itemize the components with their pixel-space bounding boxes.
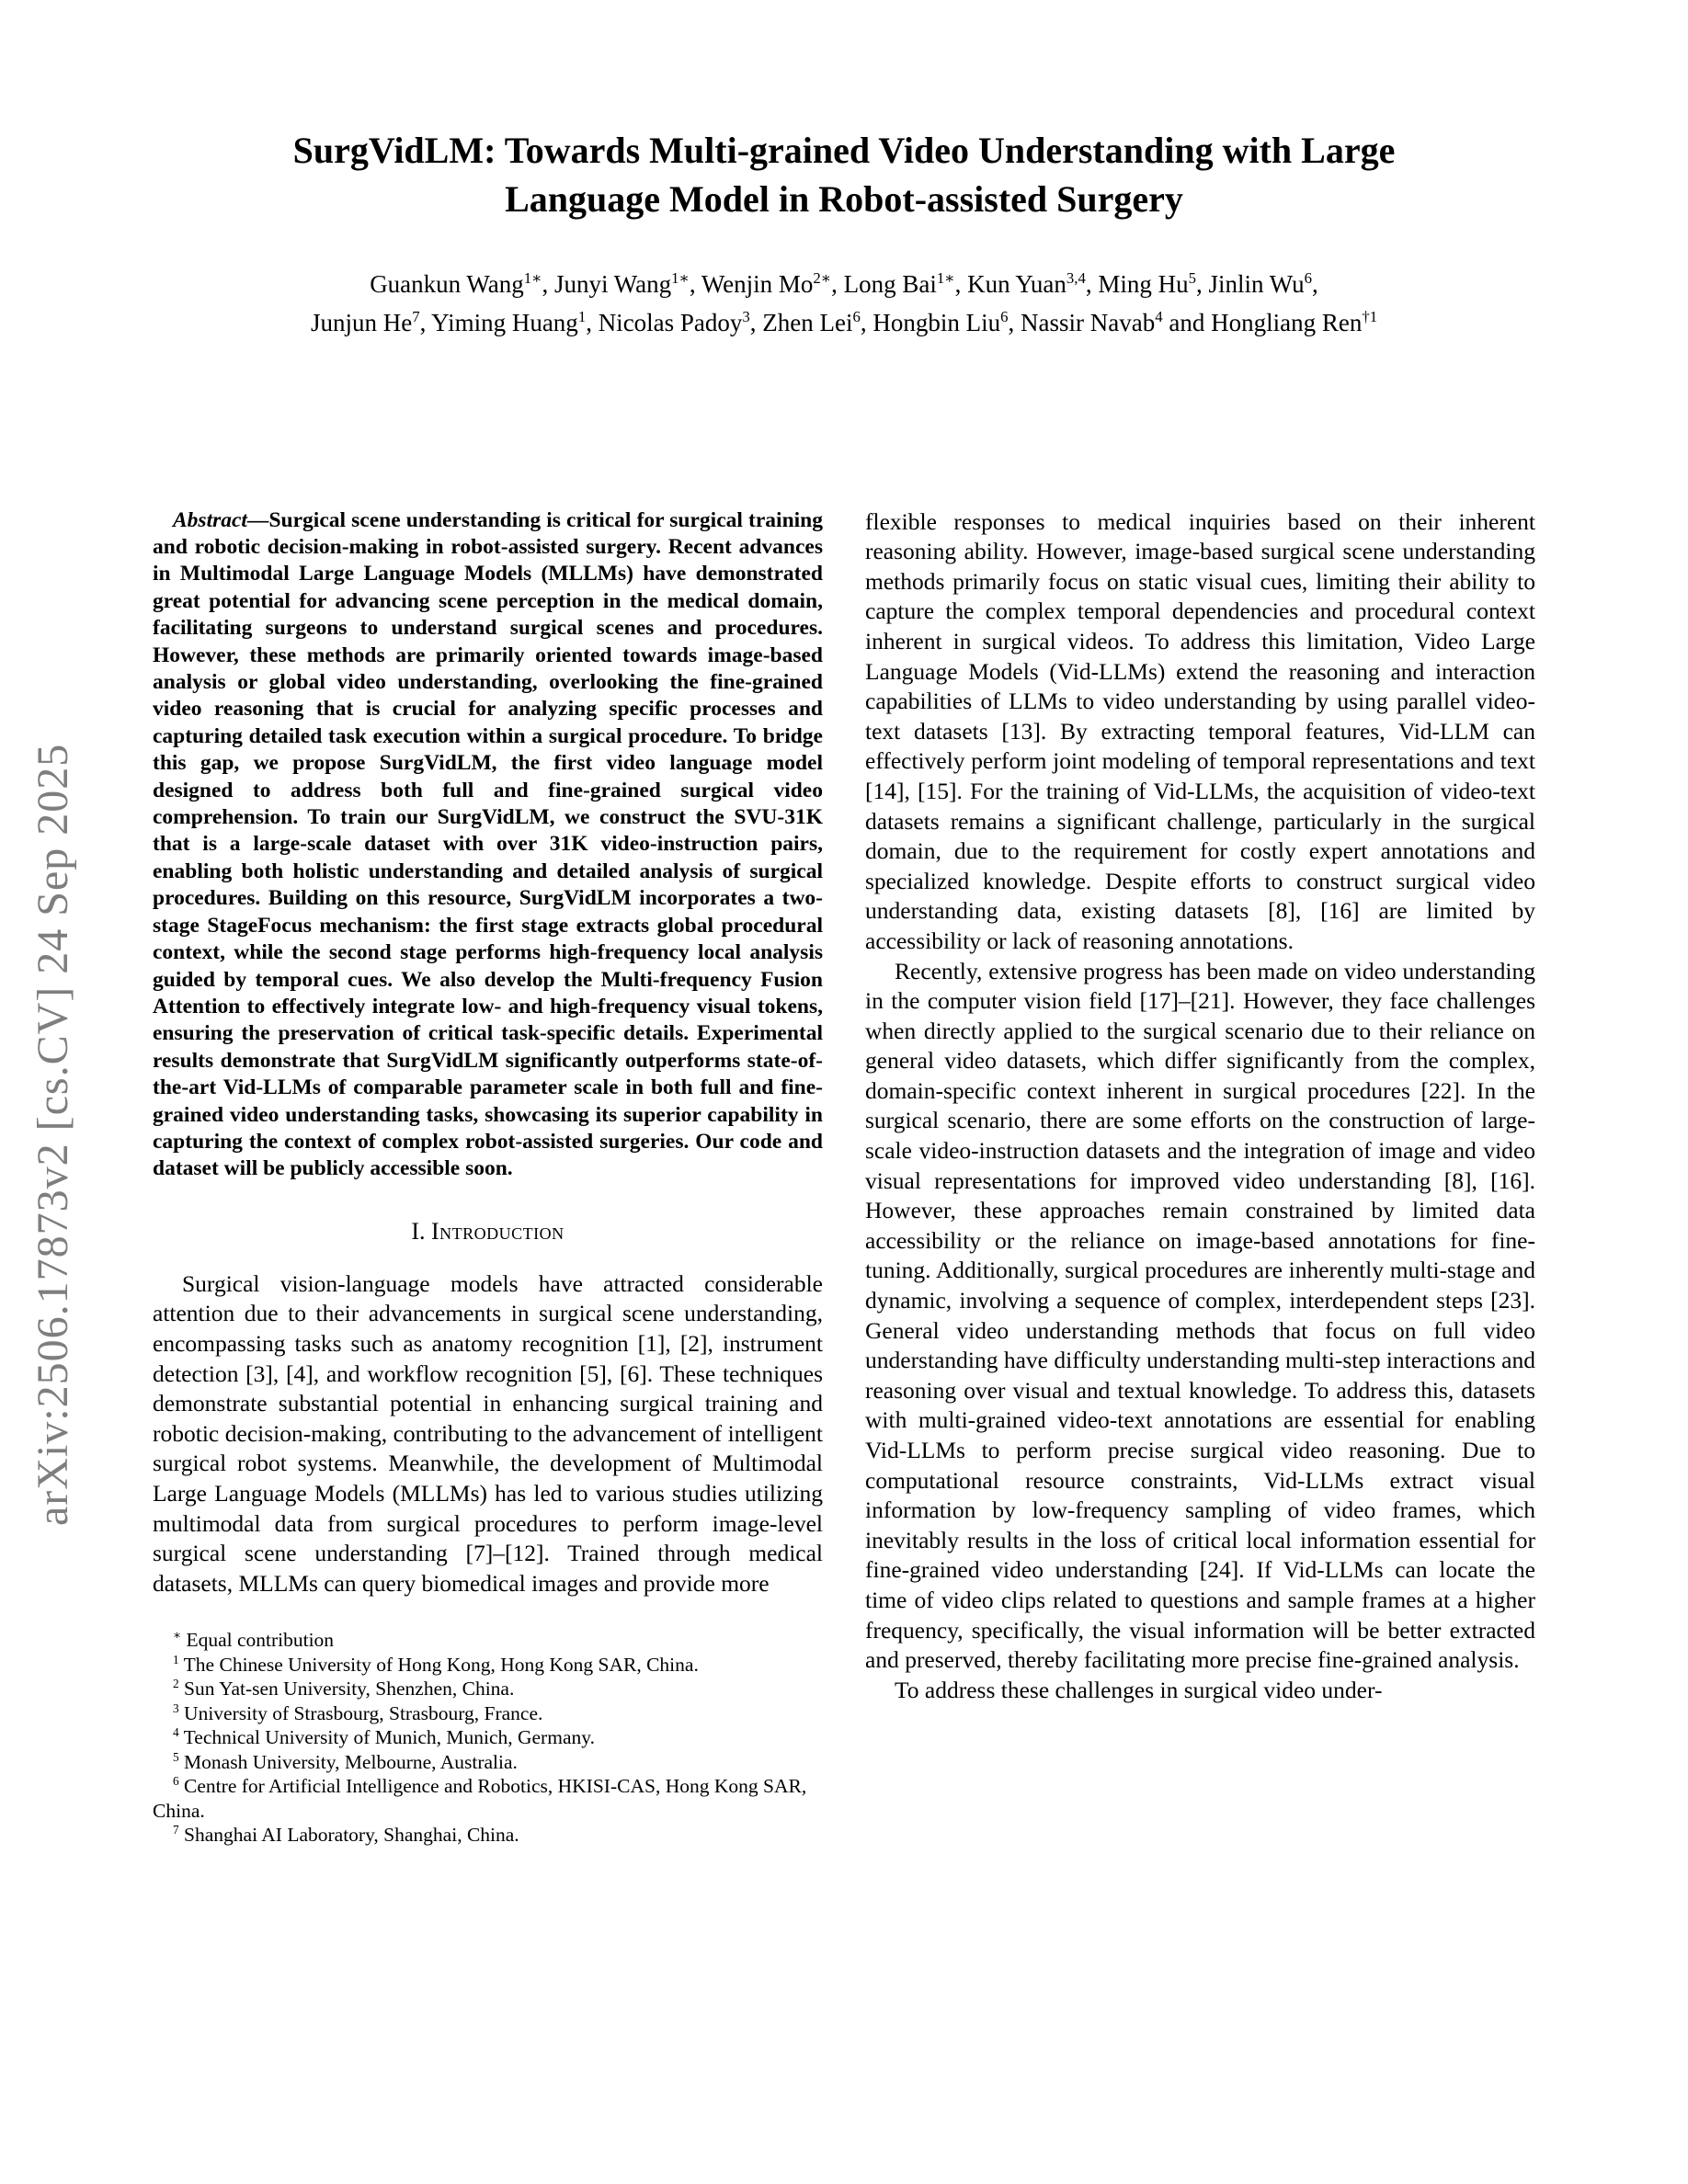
author-list [153, 265, 1535, 342]
author: Guankun Wang$^{1∗}$, [370, 268, 554, 298]
footnote: $^7$ Shanghai AI Laboratory, Shanghai, China. [173, 1823, 519, 1847]
section-heading-introduction [153, 1218, 823, 1246]
author: Junjun He$^7$, [310, 307, 432, 336]
author-line-1 [153, 265, 1535, 303]
abstract [153, 507, 823, 1183]
author-line-2 [153, 303, 1535, 342]
right-paragraph-1: flexible responses to medical inquiries based on their inherent reasoning ability. However, image-based surgical scene understanding methods primarily focus on static visual cues, limiting their ability to capture the complex temporal dependencies and procedural context inherent in surgical videos. To address this limitation, Video Large Language Models (Vid-LLMs) extend the reasoning and interaction capabilities of LLMs to video understanding by using parallel video-text datasets [13]. By extracting temporal features, Vid-LLM can effectively perform joint modeling of temporal representations and text [14], [15]. For the training of Vid-LLMs, the acquisition of video-text datasets remains a significant challenge, particularly in the surgical domain, due to the requirement for costly expert annotations and specialized knowledge. Despite efforts to construct surgical video understanding data, existing datasets [8], [16] are limited by accessibility or lack of reasoning annotations. [865, 507, 1535, 954]
right-paragraph-3: To address these challenges in surgical video under- [895, 1676, 1383, 1703]
author: Nicolas Padoy$^3$, [598, 307, 763, 336]
abstract-text: Surgical scene understanding is critical for surgical training and robotic decision-making in robot-assisted surgery. Recent advances in Multimodal Large Language Models (MLLMs) have demonstrated great potential for advancing scene perception in the medical domain, facilitating surgeons to understand surgical scenes and procedures. However, these methods are primarily oriented towards image-based analysis or global video understanding, overlooking the fine-grained video reasoning that is crucial for analyzing specific processes and capturing detailed task execution within a surgical procedure. To bridge this gap, we propose SurgVidLM, the first video language model designed to address both full and fine-grained surgical video comprehension. To train our SurgVidLM, we construct the SVU-31K that is a large-scale dataset with over 31K video-instruction pairs, enabling both holistic understanding and detailed analysis of surgical procedures. Building on this resource, SurgVidLM incorporates a two-stage StageFocus mechanism: the first stage extracts global procedural context, while the second stage performs high-frequency local analysis guided by temporal cues. We also develop the Multi-frequency Fusion Attention to effectively integrate low- and high-frequency visual tokens, ensuring the preservation of critical task-specific details. Experimental results demonstrate that SurgVidLM significantly outperforms state-of-the-art Vid-LLMs of comparable parameter scale in both full and fine-grained video understanding tasks, showcasing its superior capability in capturing the context of complex robot-assisted surgeries. Our code and dataset will be publicly accessible soon. [153, 507, 823, 1181]
footnote: $^6$ Centre for Artificial Intelligence and Robotics, HKISI-CAS, Hong Kong SAR, China. [153, 1774, 807, 1822]
footnote: $^3$ University of Strasbourg, Strasbourg, France. [173, 1701, 543, 1724]
author: Jinlin Wu$^6$, [1208, 268, 1318, 298]
left-column [153, 507, 823, 1848]
footnote: $^1$ The Chinese University of Hong Kong, Hong Kong SAR, China. [173, 1652, 699, 1676]
author: Hongbin Liu$^6$, [873, 307, 1021, 336]
intro-paragraph-1: Surgical vision-language models have attracted considerable attention due to their advancements in surgical scene understanding, encompassing tasks such as anatomy recognition [1], [2], instrument detection [3], [4], and workflow recognition [5], [6]. These techniques demonstrate substantial potential in enhancing surgical training and robotic decision-making, contributing to the advancement of intelligent surgical robot systems. Meanwhile, the development of Multimodal Large Language Models (MLLMs) has led to various studies utilizing multimodal data from surgical procedures to perform image-level surgical scene understanding [7]–[12]. Trained through medical datasets, MLLMs can query biomedical images and provide more [153, 1269, 823, 1597]
right-column [865, 507, 1535, 1848]
abstract-label: Abstract— [173, 507, 269, 532]
footnotes [153, 1628, 823, 1848]
author: Long Bai$^{1∗}$, [843, 268, 968, 298]
author: Yiming Huang$^1$, [431, 307, 599, 336]
author: Hongliang Ren$^{\dagger 1}$ [1211, 307, 1378, 336]
author: Zhen Lei$^6$, [762, 307, 873, 336]
footnote: $^4$ Technical University of Munich, Munich, Germany. [173, 1725, 595, 1749]
author: Nassir Navab$^4$ and [1021, 307, 1212, 336]
author: Kun Yuan$^{3,4}$, [967, 268, 1099, 298]
section-title: Introduction [431, 1217, 565, 1245]
footnote: ∗ Equal contribution [173, 1628, 335, 1652]
footnote: $^2$ Sun Yat-sen University, Shenzhen, China. [173, 1677, 515, 1701]
author: Wenjin $Mo^{2∗}$, [701, 268, 844, 298]
footnote: $^5$ Monash University, Melbourne, Australia. [173, 1749, 518, 1773]
author: Ming Hu$^5$, [1098, 268, 1209, 298]
right-paragraph-2: Recently, extensive progress has been made on video understanding in the computer vision field [17]–[21]. However, they face challenges when directly applied to the surgical scenario due to their reliance on general video datasets, which differ significantly from the complex, domain-specific context inherent in surgical procedures [22]. In the surgical scenario, there are some efforts on the construction of large-scale video-instruction datasets and the integration of image and video visual representations for improved video understanding [8], [16]. However, these approaches remain constrained by limited data accessibility or the reliance on image-based annotations for fine-tuning. Additionally, surgical procedures are inherently multi-stage and dynamic, involving a sequence of complex, interdependent steps [23]. General video understanding methods that focus on full video understanding have difficulty understanding multi-step interactions and reasoning over visual and textual knowledge. To address this, datasets with multi-grained video-text annotations are essential for enabling Vid-LLMs to perform precise surgical video reasoning. Due to computational resource constraints, Vid-LLMs extract visual information by low-frequency sampling of video frames, which inevitably results in the loss of critical local information essential for fine-grained video understanding [24]. If Vid-LLMs can locate the time of video clips related to questions and sample frames at a higher frequency, specifically, the visual information will be better extracted and preserved, thereby facilitating more precise fine-grained analysis. [865, 957, 1535, 1674]
two-column-body [153, 507, 1535, 1848]
section-number: I. [411, 1217, 426, 1245]
author: Junyi Wang$^{1∗}$, [554, 268, 701, 298]
paper-title: SurgVidLM: Towards Multi-grained Video Understanding with Large Language Model in Robot-assisted Surgery [292, 130, 1396, 220]
arxiv-watermark: arXiv:2506.17873v2 [cs.CV] 24 Sep 2025 [29, 743, 77, 1526]
